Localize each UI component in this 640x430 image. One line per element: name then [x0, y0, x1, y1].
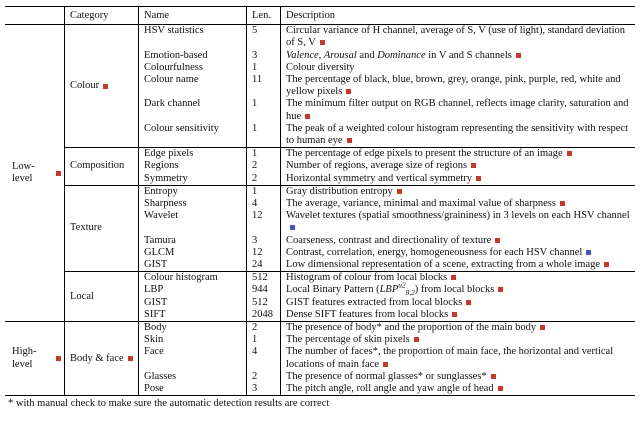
feature-length: 4 [247, 198, 281, 210]
annotation-marker [604, 262, 609, 267]
category-rows [139, 272, 635, 321]
feature-name: SIFT [139, 309, 247, 321]
feature-row [139, 259, 635, 271]
annotation-marker [56, 356, 61, 361]
header-description: Description [286, 10, 335, 21]
feature-row [139, 334, 635, 346]
feature-description: Dense SIFT features from local blocks [281, 309, 635, 321]
feature-length: 2 [247, 371, 281, 383]
group-body [65, 25, 635, 321]
category-block [65, 271, 635, 321]
text-segment: in V and S channels [425, 49, 512, 61]
feature-length: 2 [247, 173, 281, 185]
annotation-marker [452, 312, 457, 317]
feature-name: Skin [139, 334, 247, 346]
annotation-marker [560, 201, 565, 206]
feature-description: The peak of a weighted colour histogram representing the sensitivity with respect to human eye [286, 122, 629, 147]
feature-description: The percentage of black, blue, brown, grey, orange, pink, purple, red, white and yellow pixels [286, 74, 621, 98]
category-rows [139, 322, 635, 395]
feature-length: 24 [247, 259, 281, 271]
text-segment: Local Binary Pattern ( [286, 284, 380, 296]
annotation-marker [567, 151, 572, 156]
feature-row [139, 160, 635, 172]
annotation-marker [498, 386, 503, 391]
category-block [65, 147, 635, 185]
annotation-marker [540, 325, 545, 330]
text-segment: u2 [398, 280, 406, 290]
category-label: Local [70, 290, 94, 302]
feature-description: Coarseness, contrast and directionality of texture [281, 235, 635, 247]
feature-description: Wavelet textures (spatial smoothness/graininess) in 3 levels on each HSV channel [281, 210, 635, 234]
category-label-cell [65, 322, 139, 395]
category-rows [139, 186, 635, 271]
feature-description: Low dimensional representation of a scene, extracting from a whole image [281, 259, 635, 271]
feature-name: Symmetry [139, 173, 247, 185]
group-label: High-level [12, 346, 37, 370]
group-body [65, 322, 635, 395]
feature-row [139, 210, 635, 234]
feature-length: 1 [247, 334, 281, 346]
feature-name: Tamura [139, 235, 247, 247]
feature-group [5, 321, 635, 395]
header-len: Len. [247, 7, 281, 24]
feature-length: 11 [247, 74, 281, 98]
feature-name: GIST [139, 259, 247, 271]
feature-row [139, 123, 635, 147]
feature-name: GLCM [139, 247, 247, 259]
feature-name: LBP [139, 284, 247, 296]
annotation-marker [586, 250, 591, 255]
feature-row [139, 173, 635, 185]
annotation-marker [451, 275, 456, 280]
group-label: Low-level [12, 160, 35, 185]
category-label: Texture [70, 222, 102, 234]
feature-name: GIST [139, 297, 247, 309]
feature-length: 512 [247, 272, 281, 284]
annotation-marker [383, 362, 388, 367]
annotation-marker [476, 176, 481, 181]
text-segment: ) from local blocks [414, 284, 495, 296]
feature-name: Colourfulness [139, 62, 247, 74]
feature-name: Edge pixels [139, 148, 247, 160]
feature-length: 2 [247, 322, 281, 334]
category-block [65, 25, 635, 147]
feature-row [139, 346, 635, 370]
text-segment: Dominance [377, 49, 426, 61]
feature-name: Glasses [139, 371, 247, 383]
feature-name: Emotion-based [139, 50, 247, 62]
annotation-marker [495, 238, 500, 243]
feature-row [139, 62, 635, 74]
feature-length: 944 [247, 284, 281, 296]
feature-length: 4 [247, 346, 281, 370]
feature-description: Horizontal symmetry and vertical symmetry [281, 173, 635, 185]
annotation-marker [56, 171, 61, 176]
category-label-cell [65, 186, 139, 271]
feature-description: Gray distribution entropy [281, 186, 635, 198]
annotation-marker [491, 374, 496, 379]
header-category: Category [65, 7, 139, 24]
annotation-marker [471, 163, 476, 168]
category-label: Body & face [70, 352, 124, 364]
header-group-spacer [5, 7, 65, 24]
feature-table [5, 6, 635, 396]
feature-row [139, 309, 635, 321]
annotation-marker [346, 89, 351, 94]
category-block [65, 185, 635, 271]
annotation-marker [320, 40, 325, 45]
feature-description: The presence of body* and the proportion of the main body [281, 322, 635, 334]
feature-group [5, 25, 635, 321]
feature-row [139, 186, 635, 198]
feature-description: The pitch angle, roll angle and yaw angle of head [281, 383, 635, 395]
feature-name: Sharpness [139, 198, 247, 210]
feature-description: The average, variance, minimal and maximal value of sharpness [281, 198, 635, 210]
feature-length: 12 [247, 210, 281, 234]
feature-description: The percentage of edge pixels to present the structure of an image [281, 148, 635, 160]
category-rows [139, 25, 635, 147]
category-label: Composition [70, 160, 125, 172]
feature-description: Number of regions, average size of regions [281, 160, 635, 172]
annotation-marker [466, 300, 471, 305]
feature-description: Colour diversity [286, 61, 355, 73]
feature-row [139, 50, 635, 62]
feature-name: Entropy [139, 186, 247, 198]
feature-name: Body [139, 322, 247, 334]
feature-row [139, 198, 635, 210]
annotation-marker [305, 114, 310, 119]
category-label-cell [65, 25, 139, 147]
feature-row [139, 148, 635, 160]
text-segment: LBP [379, 284, 399, 296]
feature-length: 1 [247, 123, 281, 147]
category-rows [139, 148, 635, 185]
annotation-marker [103, 84, 108, 89]
feature-name: Colour histogram [139, 272, 247, 284]
feature-row [139, 235, 635, 247]
feature-name: HSV statistics [139, 25, 247, 49]
text-segment: Valence [286, 49, 319, 61]
feature-row [139, 247, 635, 259]
text-segment: , [318, 49, 324, 61]
feature-length: 1 [247, 62, 281, 74]
feature-length: 2 [247, 160, 281, 172]
feature-length: 5 [247, 25, 281, 49]
text-segment: 8,2 [405, 288, 415, 298]
feature-description: Circular variance of H channel, average of S, V (use of light), standard deviation of S, V [286, 25, 625, 49]
feature-description [281, 50, 635, 62]
feature-row [139, 98, 635, 122]
text-segment: Arousal [323, 49, 357, 61]
annotation-marker [290, 225, 295, 230]
feature-name: Dark channel [139, 98, 247, 122]
category-label-cell [65, 148, 139, 185]
feature-description: The presence of normal glasses* or sunglasses* [281, 371, 635, 383]
feature-length: 3 [247, 50, 281, 62]
group-label-cell [5, 25, 65, 321]
feature-row [139, 297, 635, 309]
feature-row [139, 322, 635, 334]
feature-name: Face [139, 346, 247, 370]
feature-row [139, 74, 635, 98]
feature-description: GIST features extracted from local blocks [281, 297, 635, 309]
feature-length: 1 [247, 148, 281, 160]
annotation-marker [347, 138, 352, 143]
feature-name: Pose [139, 383, 247, 395]
feature-length: 3 [247, 235, 281, 247]
category-label-cell [65, 272, 139, 321]
annotation-marker [397, 189, 402, 194]
feature-row [139, 383, 635, 395]
feature-row [139, 280, 635, 298]
category-block [65, 322, 635, 395]
feature-name: Wavelet [139, 210, 247, 234]
header-name: Name [139, 7, 247, 24]
annotation-marker [516, 53, 521, 58]
annotation-marker [128, 356, 133, 361]
feature-description: The percentage of skin pixels [281, 334, 635, 346]
feature-description: The number of faces*, the proportion of main face, the horizontal and vertical locations of main face [286, 346, 614, 370]
feature-length: 3 [247, 383, 281, 395]
group-label-cell [5, 322, 65, 395]
feature-description: Histogram of colour from local blocks [281, 272, 635, 284]
table-body [5, 25, 635, 395]
table-footnote: * with manual check to make sure the automatic detection results are correct [8, 398, 330, 410]
annotation-marker [414, 337, 419, 342]
feature-length: 512 [247, 297, 281, 309]
feature-length: 1 [247, 98, 281, 122]
feature-description: The minimum filter output on RGB channel, reflects image clarity, saturation and hue [286, 98, 629, 122]
feature-row [139, 25, 635, 49]
feature-description: Contrast, correlation, energy, homogeneousness for each HSV channel [281, 247, 635, 259]
feature-description [281, 280, 635, 298]
text-segment: and [356, 49, 378, 61]
feature-name: Regions [139, 160, 247, 172]
feature-length: 1 [247, 186, 281, 198]
feature-name: Colour name [139, 74, 247, 98]
feature-length: 12 [247, 247, 281, 259]
feature-length: 2048 [247, 309, 281, 321]
feature-row [139, 371, 635, 383]
table-header-row [5, 7, 635, 25]
feature-name: Colour sensitivity [139, 123, 247, 147]
category-label: Colour [70, 80, 100, 92]
feature-row [139, 272, 635, 284]
annotation-marker [498, 287, 503, 292]
